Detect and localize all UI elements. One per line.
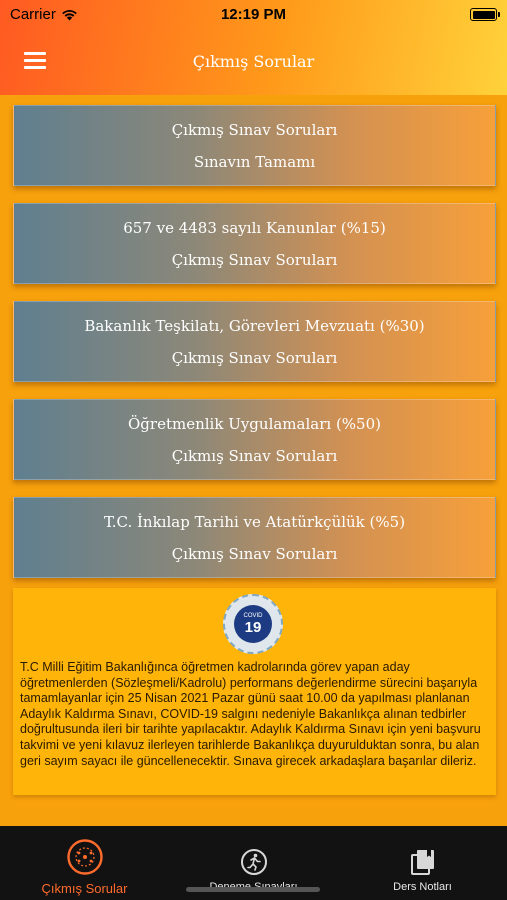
header	[0, 0, 507, 95]
runner-icon	[240, 848, 268, 876]
status-bar	[0, 0, 507, 30]
card-title: Çıkmış Sınav Soruları	[171, 120, 338, 139]
soccer-ball-icon	[66, 838, 104, 876]
status-time: 12:19 PM	[220, 6, 287, 23]
covid-badge-label: COVID	[243, 613, 263, 619]
book-stack-icon	[409, 848, 437, 876]
announcement-text: T.C Milli Eğitim Bakanlığınca öğretmen kadrolarında görev yapan aday öğretmenlerden (Sözleşmeli/Kadrolu) performans değerlendirme sürecini başarıyla tamamlayanlar için 25 Nisan 2021 Pazar günü saat 10.00 da yapılması planlanan Adaylık Kaldırma Sınavı, COVID-19 salgını nedeniyle Bakanlıkça alınan tedbirler doğrultusunda ileri bir tarihte yapılacaktır. Adaylık Kaldırma Sınavı için yeni başvuru takvimi ve yeni kılavuz ilerleyen tarihlerde Bakanlıkça duyurulduktan sonra, bu alan geri sayım sayacı ile güncellenecektir. Sınava girecek arkadaşlara başarılar dileriz.	[20, 660, 481, 768]
card-subtitle: Sınavın Tamamı	[193, 152, 316, 171]
card-title: Bakanlık Teşkilatı, Görevleri Mevzuatı (%30)	[84, 316, 425, 335]
card-title: T.C. İnkılap Tarihi ve Atatürkçülük (%5)	[103, 512, 406, 531]
battery-icon	[470, 8, 497, 21]
card-subtitle: Çıkmış Sınav Soruları	[171, 348, 338, 367]
card-title: Öğretmenlik Uygulamaları (%50)	[128, 414, 381, 433]
card-subtitle: Çıkmış Sınav Soruları	[171, 446, 338, 465]
covid-badge-icon	[223, 594, 283, 654]
category-card-all[interactable]	[13, 105, 496, 186]
page-title: Çıkmış Sorular	[192, 52, 315, 71]
category-list	[13, 105, 496, 595]
covid-badge-number: 19	[244, 619, 262, 636]
card-subtitle: Çıkmış Sınav Soruları	[171, 544, 338, 563]
tab-label: Ders Notları	[393, 881, 452, 893]
category-card-laws[interactable]	[13, 203, 496, 284]
carrier-label: Carrier	[10, 6, 56, 23]
category-card-history[interactable]	[13, 497, 496, 578]
tab-cikmis-sorular[interactable]	[0, 826, 169, 900]
home-indicator	[186, 887, 320, 892]
card-title: 657 ve 4483 sayılı Kanunlar (%15)	[123, 218, 386, 237]
announcement-panel	[13, 588, 496, 795]
category-card-ministry[interactable]	[13, 301, 496, 382]
category-card-teaching[interactable]	[13, 399, 496, 480]
tab-bar	[0, 826, 507, 900]
tab-ders-notlari[interactable]	[338, 826, 507, 900]
card-subtitle: Çıkmış Sınav Soruları	[171, 250, 338, 269]
tab-label: Çıkmış Sorular	[41, 881, 128, 896]
